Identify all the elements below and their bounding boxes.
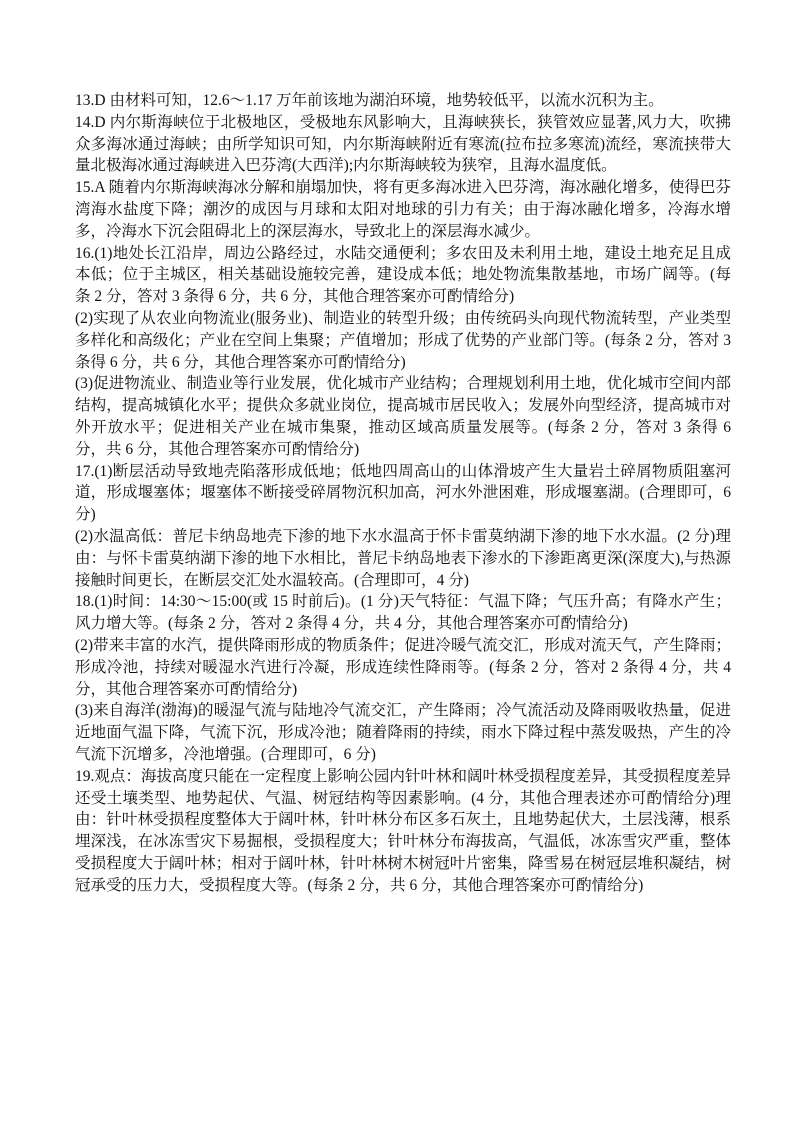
answer-paragraph-18-2: (2)带来丰富的水汽，提供降雨形成的物质条件；促进冷暖气流交汇，形成对流天气，产生降雨；形成冷池，持续对暖湿水汽进行冷凝，形成连续性降雨等。(每条 2 分，答对 2 条得 4 分，共 4 分，其他合理答案亦可酌情给分) xyxy=(75,636,731,698)
document-page xyxy=(75,90,731,896)
answer-paragraph-18-1: 18.(1)时间：14:30～15:00(或 15 时前后)。(1 分)天气特征：气温下降；气压升高；有降水产生；风力增大等。(每条 2 分，答对 2 条得 4 分，共 4 分，其他合理答案亦可酌情给分) xyxy=(75,593,731,633)
answer-paragraph-16-1: 16.(1)地处长江沿岸，周边公路经过，水陆交通便利；多农田及未利用土地，建设土地充足且成本低；位于主城区，相关基础设施较完善，建设成本低；地处物流集散基地，市场广阔等。(每条 2 分，答对 3 条得 6 分，共 6 分，其他合理答案亦可酌情给分) xyxy=(75,244,731,306)
answer-paragraph-18-3: (3)来自海洋(渤海)的暖湿气流与陆地冷气流交汇，产生降雨；冷气流活动及降雨吸收热量，促进近地面气温下降，气流下沉，形成冷池；随着降雨的持续，雨水下降过程中蒸发吸热，产生的冷气流下沉增多，冷池增强。(合理即可，6 分) xyxy=(75,702,731,763)
answer-paragraph-16-3: (3)促进物流业、制造业等行业发展，优化城市产业结构；合理规划利用土地，优化城市空间内部结构，提高城镇化水平；提供众多就业岗位，提高城市居民收入；发展外向型经济，提高城市对外开放水平；促进相关产业在城市集聚，推动区域高质量发展等。(每条 2 分，答对 3 条得 6 分，共 6 分，其他合理答案亦可酌情给分) xyxy=(75,375,731,458)
answer-paragraph-14: 14.D 内尔斯海峡位于北极地区，受极地东风影响大，且海峡狭长，狭管效应显著,风力大，吹拂众多海冰通过海峡；由所学知识可知，内尔斯海峡附近有寒流(拉布拉多寒流)流经，寒流挟带大量北极海冰通过海峡进入巴芬湾(大西洋);内尔斯海峡较为狭窄，且海水温度低。 xyxy=(75,113,731,175)
answer-paragraph-16-2: (2)实现了从农业向物流业(服务业)、制造业的转型升级；由传统码头向现代物流转型，产业类型多样化和高级化；产业在空间上集聚；产值增加；形成了优势的产业部门等。(每条 2 分，答对 3 条得 6 分，共 6 分，其他合理答案亦可酌情给分) xyxy=(75,309,731,371)
answer-paragraph-13: 13.D 由材料可知，12.6～1.17 万年前该地为湖泊环境，地势较低平，以流水沉积为主。 xyxy=(75,92,664,109)
answer-paragraph-15: 15.A 随着内尔斯海峡海冰分解和崩塌加快，将有更多海冰进入巴芬湾，海冰融化增多，使得巴芬湾海水盐度下降；潮汐的成因与月球和太阳对地球的引力有关；由于海冰融化增多，冷海水增多，冷海水下沉会阻碍北上的深层海水，导致北上的深层海水减少。 xyxy=(75,179,731,240)
answer-paragraph-17-2: (2)水温高低：普尼卡纳岛地壳下渗的地下水水温高于怀卡雷莫纳湖下渗的地下水水温。(2 分)理由：与怀卡雷莫纳湖下渗的地下水相比，普尼卡纳岛地表下渗水的下渗距离更深(深度大),与热源接触时间更长，在断层交汇处水温较高。(合理即可，4 分) xyxy=(75,527,731,589)
answer-paragraph-17-1: 17.(1)断层活动导致地壳陷落形成低地；低地四周高山的山体滑坡产生大量岩土碎屑物质阻塞河道，形成堰塞体；堰塞体不断接受碎屑物沉积加高，河水外泄困难，形成堰塞湖。(合理即可，6 分) xyxy=(75,462,731,524)
answer-paragraph-19: 19.观点：海拔高度只能在一定程度上影响公园内针叶林和阔叶林受损程度差异，其受损程度差异还受土壤类型、地势起伏、气温、树冠结构等因素影响。(4 分，其他合理表述亦可酌情给分)理由：针叶林受损程度整体大于阔叶林，针叶林分布区多石灰土，且地势起伏大，土层浅薄，根系埋深浅，在冰冻雪灾下易掘根，受损程度大；针叶林分布海拔高，气温低，冰冻雪灾严重，整体受损程度大于阔叶林；相对于阔叶林，针叶林树木树冠叶片密集，降雪易在树冠层堆积凝结，树冠承受的压力大，受损程度大等。(每条 2 分，共 6 分，其他合理答案亦可酌情给分) xyxy=(75,767,731,894)
